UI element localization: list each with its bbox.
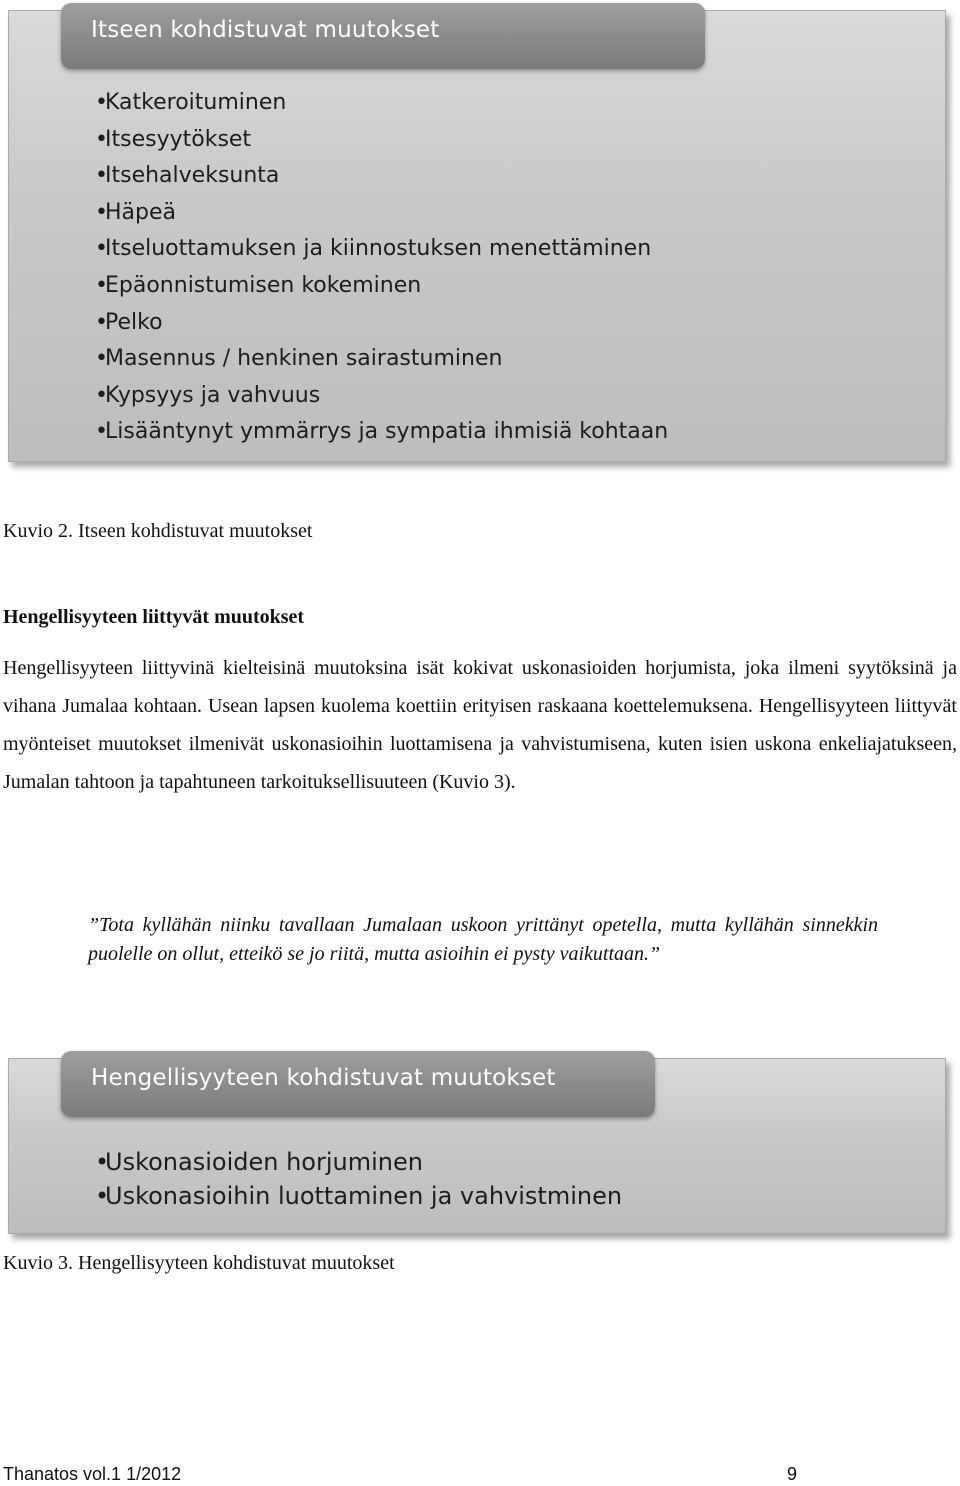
figure-hengellisyyteen-kohdistuvat bbox=[8, 1058, 946, 1234]
figure-title: Itseen kohdistuvat muutokset bbox=[91, 17, 440, 43]
figure-caption: Kuvio 2. Itseen kohdistuvat muutokset bbox=[3, 520, 313, 542]
body-paragraph: Hengellisyyteen liittyvinä kielteisinä muutoksina isät kokivat uskonasioiden horjumista, joka ilmeni syytöksinä ja vihana Jumalaa kohtaan. Usean lapsen kuolema koettiin erityisen raskaana koettelemuksena. Hengellisyyteen liittyvät myönteiset muutokset ilmenivät uskonasioihin luottamisena ja vahvistumisena, kuten isien uskona enkeliajatukseen, Jumalan tahtoon ja tapahtuneen tarkoituksellisuuteen (Kuvio 3). bbox=[3, 657, 957, 793]
figure-title-bar bbox=[61, 3, 705, 69]
bullet-icon bbox=[95, 158, 105, 195]
list-item: •Häpeä bbox=[95, 195, 668, 232]
bullet-icon bbox=[95, 268, 105, 305]
bullet-icon bbox=[95, 122, 105, 159]
list-item: •Uskonasioihin luottaminen ja vahvistminen bbox=[95, 1179, 622, 1213]
list-item: •Itsehalveksunta bbox=[95, 158, 668, 195]
figure-itseen-kohdistuvat bbox=[8, 10, 946, 462]
bullet-icon bbox=[95, 231, 105, 268]
list-item: •Kypsyys ja vahvuus bbox=[95, 378, 668, 415]
list-item: •Lisääntynyt ymmärrys ja sympatia ihmisiä kohtaan bbox=[95, 414, 668, 451]
figure-title-bar bbox=[61, 1051, 655, 1117]
list-item: •Itseluottamuksen ja kiinnostuksen menettäminen bbox=[95, 231, 668, 268]
figure-item-list bbox=[95, 85, 668, 451]
bullet-icon bbox=[95, 195, 105, 232]
journal-footer: Thanatos vol.1 1/2012 bbox=[3, 1464, 182, 1484]
list-item: •Uskonasioiden horjuminen bbox=[95, 1145, 622, 1179]
figure-item-list bbox=[95, 1145, 622, 1213]
bullet-icon bbox=[95, 341, 105, 378]
bullet-icon bbox=[95, 85, 105, 122]
bullet-icon bbox=[95, 1179, 105, 1213]
list-item: •Masennus / henkinen sairastuminen bbox=[95, 341, 668, 378]
list-item: •Itsesyytökset bbox=[95, 122, 668, 159]
bullet-icon bbox=[95, 414, 105, 451]
bullet-icon bbox=[95, 378, 105, 415]
figure-title: Hengellisyyteen kohdistuvat muutokset bbox=[91, 1065, 556, 1091]
list-item: •Katkeroituminen bbox=[95, 85, 668, 122]
interview-quote: ”Tota kyllähän niinku tavallaan Jumalaan uskoon yrittänyt opetella, mutta kyllähän sinnekkin puolelle on ollut, etteikö se jo riitä, mutta asioihin ei pysty vaikuttaan.” bbox=[88, 914, 878, 965]
list-item: •Epäonnistumisen kokeminen bbox=[95, 268, 668, 305]
figure-caption: Kuvio 3. Hengellisyyteen kohdistuvat muutokset bbox=[3, 1252, 395, 1274]
bullet-icon bbox=[95, 1145, 105, 1179]
list-item: •Pelko bbox=[95, 305, 668, 342]
section-heading: Hengellisyyteen liittyvät muutokset bbox=[3, 606, 305, 628]
page-number: 9 bbox=[786, 1464, 797, 1484]
bullet-icon bbox=[95, 305, 105, 342]
